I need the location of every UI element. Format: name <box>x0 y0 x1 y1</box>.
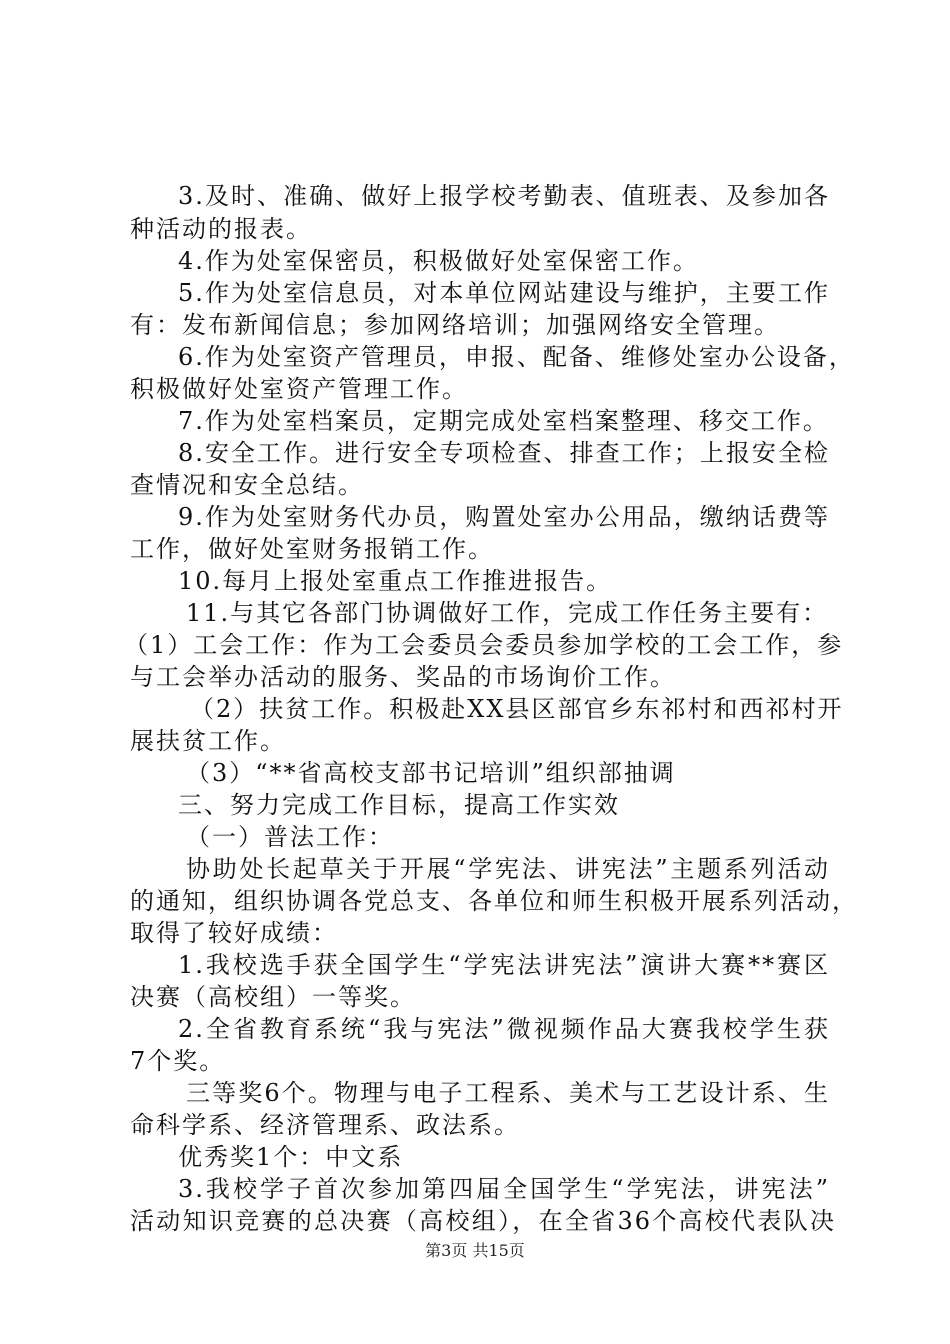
paragraph-line: （2）扶贫工作。积极赴XX县区部官乡东祁村和西祁村开 <box>190 695 844 723</box>
paragraph-line: 种活动的报表。 <box>130 215 312 243</box>
paragraph-line: 7.作为处室档案员，定期完成处室档案整理、移交工作。 <box>178 407 829 435</box>
paragraph-line: 查情况和安全总结。 <box>130 471 364 499</box>
paragraph-line: 工作，做好处室财务报销工作。 <box>130 535 494 563</box>
paragraph-line: 8.安全工作。进行安全专项检查、排查工作；上报安全检 <box>178 439 830 467</box>
paragraph-line: 取得了较好成绩： <box>130 919 338 947</box>
paragraph-line: 9.作为处室财务代办员，购置处室办公用品，缴纳话费等 <box>178 503 830 531</box>
paragraph-line: 6.作为处室资产管理员，申报、配备、维修处室办公设备， <box>178 343 855 371</box>
paragraph-line: 活动知识竞赛的总决赛（高校组），在全省36个高校代表队决 <box>130 1207 836 1235</box>
paragraph-line: 命科学系、经济管理系、政法系。 <box>130 1111 520 1139</box>
subsection-heading: （一）普法工作： <box>186 823 394 851</box>
paragraph-line: 与工会举办活动的服务、奖品的市场询价工作。 <box>130 663 676 691</box>
paragraph-line: 决赛（高校组）一等奖。 <box>130 983 416 1011</box>
paragraph-line: 7个奖。 <box>130 1047 226 1075</box>
paragraph-line: 积极做好处室资产管理工作。 <box>130 375 468 403</box>
paragraph-line: 1.我校选手获全国学生“学宪法讲宪法”演讲大赛**赛区 <box>178 951 830 979</box>
paragraph-line: 展扶贫工作。 <box>130 727 286 755</box>
paragraph-line: 11.与其它各部门协调做好工作，完成工作任务主要有： <box>186 599 829 627</box>
paragraph-line: 4.作为处室保密员，积极做好处室保密工作。 <box>178 247 699 275</box>
paragraph-line: 5.作为处室信息员，对本单位网站建设与维护，主要工作 <box>178 279 830 307</box>
page-footer: 第3页 共15页 <box>425 1241 525 1260</box>
paragraph-line: 协助处长起草关于开展“学宪法、讲宪法”主题系列活动 <box>186 855 830 883</box>
paragraph-line: 3.及时、准确、做好上报学校考勤表、值班表、及参加各 <box>178 182 830 210</box>
paragraph-line: 优秀奖1个：中文系 <box>178 1143 404 1171</box>
paragraph-line: （3）“**省高校支部书记培训”组织部抽调 <box>186 759 676 787</box>
paragraph-line: 有：发布新闻信息；参加网络培训；加强网络安全管理。 <box>130 311 780 339</box>
paragraph-line: 的通知，组织协调各党总支、各单位和师生积极开展系列活动， <box>130 887 858 915</box>
paragraph-line: 三等奖6个。物理与电子工程系、美术与工艺设计系、生 <box>186 1079 830 1107</box>
paragraph-line: 10.每月上报处室重点工作推进报告。 <box>178 567 613 595</box>
paragraph-line: 2.全省教育系统“我与宪法”微视频作品大赛我校学生获 <box>178 1015 830 1043</box>
section-heading: 三、努力完成工作目标，提高工作实效 <box>178 791 620 819</box>
paragraph-line: （1）工会工作：作为工会委员会委员参加学校的工会工作，参 <box>124 631 844 659</box>
paragraph-line: 3.我校学子首次参加第四届全国学生“学宪法，讲宪法” <box>178 1175 830 1203</box>
